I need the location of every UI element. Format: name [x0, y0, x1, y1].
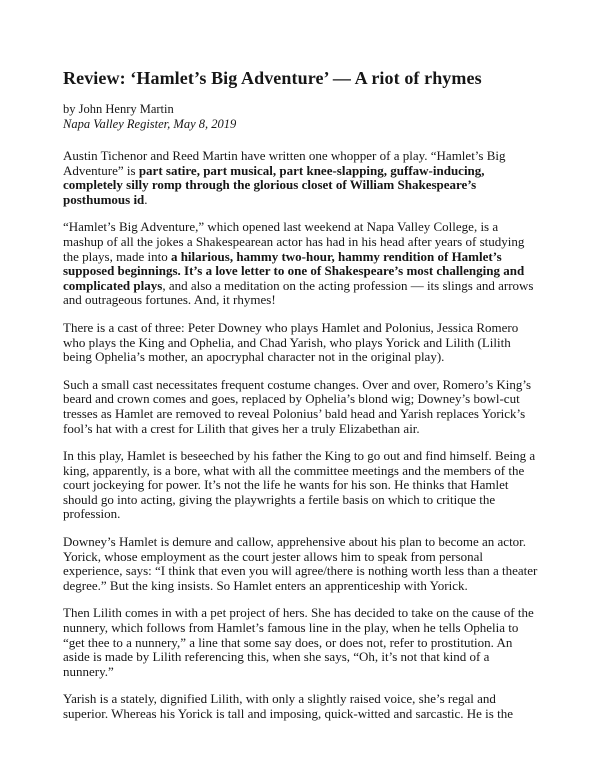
paragraph — [63, 692, 540, 721]
text-segment: Such a small cast necessitates frequent costume changes. Over and over, Romero’s King’s beard and crown comes and goes, replaced by Ophelia’s blond wig; Downey’s bowl-cut tresses as Hamlet are removed to reveal Polonius’ bald head and Yarish replaces Yorick’s fool’s hat with a crest for Lilith that gives her a truly Elizabethan air. — [63, 376, 532, 436]
text-segment: Downey’s Hamlet is demure and callow, apprehensive about his plan to become an actor. Yorick, whose employment as the court jester allows him to speak from personal experience, says: “I think that even you will agree/there is nothing worth less than a theater degree.” But the king insists. So Hamlet enters an apprenticeship with Yorick. — [63, 534, 538, 593]
bold-text-segment: part satire, part musical, part knee-slapping, guffaw-inducing, completely silly romp through the glorious closet of William Shakespeare’s posthumous id — [63, 162, 485, 207]
paragraph — [63, 149, 540, 207]
text-segment: “Hamlet’s Big Adventure,” which opened last weekend at Napa Valley College, is a mashup of all the jokes a Shakespearean actor has had in his head after years of studying the plays, made into — [63, 219, 525, 264]
text-segment: There is a cast of three: Peter Downey who plays Hamlet and Polonius, Jessica Romero who plays the King and Ophelia, and Chad Yarish, who plays Yorick and Lilith (Lilith being Ophelia’s mother, an apocryphal character not in the original play). — [63, 319, 519, 365]
paragraph — [63, 606, 540, 679]
paragraph — [63, 449, 540, 522]
bold-text-segment: a hilarious, hammy two-hour, hammy rendition of Hamlet’s supposed beginnings. It’s a love letter to one of Shakespeare’s most challenging and complicated plays — [63, 248, 525, 293]
paragraph — [63, 535, 540, 593]
paragraph — [63, 220, 540, 308]
text-segment: . — [144, 191, 148, 207]
paragraph — [63, 378, 540, 436]
text-segment: , and also a meditation on the acting profession — its slings and arrows and outrageous fortunes. And, it rhymes! — [63, 277, 534, 308]
text-segment: Austin Tichenor and Reed Martin have written one whopper of a play. “Hamlet’s Big Adventure” is — [63, 148, 506, 178]
text-segment: Yarish is a stately, dignified Lilith, with only a slightly raised voice, she’s regal and superior. Whereas his Yorick is tall and imposing, quick-witted and sarcastic. He is the — [63, 691, 513, 721]
article-body — [63, 149, 540, 722]
paragraph — [63, 321, 540, 365]
text-segment: In this play, Hamlet is beseeched by his father the King to go out and find himself. Being a king, apparently, is a bore, what with all the committee meetings and the members of the court jockeying for power. It’s not the life he wants for his son. He thinks that Hamlet should go into acting, giving the playwrights a fertile basis on which to critique the profession. — [63, 448, 536, 522]
article-source: Napa Valley Register, May 8, 2019 — [63, 117, 237, 131]
article-byline: by John Henry Martin — [63, 102, 174, 116]
article-title: Review: ‘Hamlet’s Big Adventure’ — A riot of rhymes — [63, 68, 482, 88]
text-segment: Then Lilith comes in with a pet project of hers. She has decided to take on the cause of the nunnery, which follows from Hamlet’s famous line in the play, when he tells Ophelia to “get thee to a nunnery,” a line that some say does, or does not, refer to prostitution. An aside is made by Lilith referencing this, when she says, “Oh, it’s not that kind of a nunnery.” — [63, 605, 534, 679]
